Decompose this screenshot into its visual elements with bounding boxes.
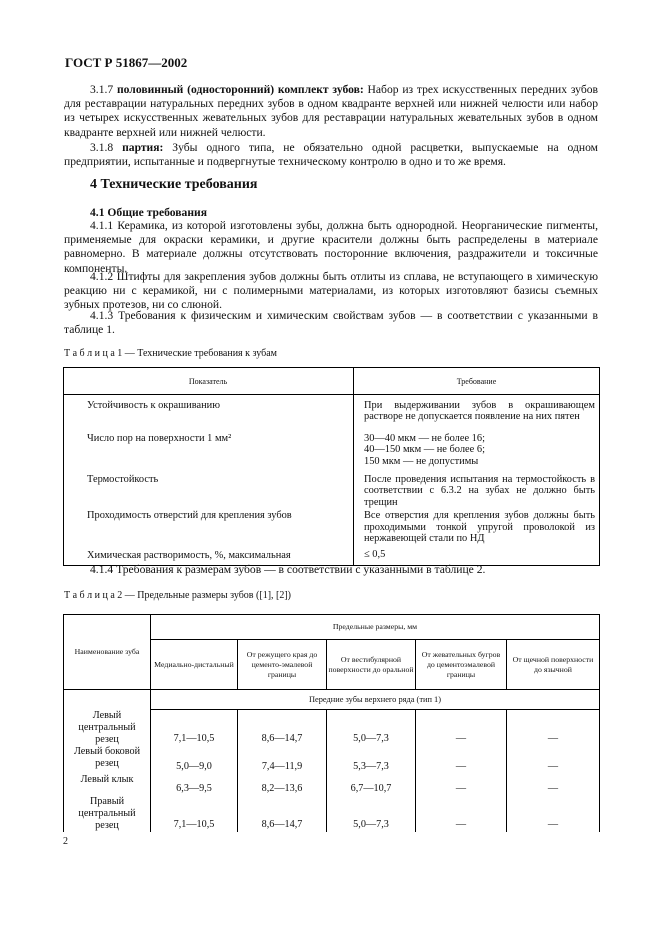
clause-number: 3.1.8 [90,141,123,154]
subsection-heading-4-1: 4.1 Общие требования [90,206,207,219]
table-cell: 8,6—14,7 [238,710,327,746]
definition: Зубы одного типа, не обязательно одной расцветки, выпускаемые на одном предприятии, испытанные и подвергнутые техническому контролю в одно и то же время. [64,141,598,169]
table-cell [354,431,600,472]
clause-3-1-7 [64,83,598,140]
column-header: Требование [354,368,600,395]
column-group-header: Предельные размеры, мм [151,615,600,640]
table-cell: Все отверстия для крепления зубов должны быть проходимыми тонкой упругой проволокой из нержавеющей стали по НД [364,510,595,545]
term: партия: [122,141,164,154]
table-cell: Химическая растворимость, %, максимальная [64,549,354,566]
table-cell: — [416,746,507,774]
table-cell: 7,1—10,5 [151,710,238,746]
column-header: Медиально-дистальный [151,640,238,690]
table-1-caption: Т а б л и ц а 1 — Технические требования к зубам [64,348,277,359]
column-header: Наименование зуба [64,615,151,690]
table-cell: После проведения испытания на термостойкость в соответствии с 6.3.2 на зубах не должно быть трещин [364,474,595,508]
pore-limit: 40—150 мкм — не более 6; [364,444,485,456]
clause-4-1-4: 4.1.4 Требования к размерам зубов — в соответствии с указанными в таблице 2. [90,563,486,576]
table-cell: — [507,710,600,746]
tooth-name: Левый центральный резец [64,710,151,746]
section-row: Передние зубы верхнего ряда (тип 1) [151,690,600,710]
table-cell: Число пор на поверхности 1 мм² [64,431,354,472]
column-header: От режущего края до цементо-эмалевой границы [238,640,327,690]
clause-4-1-2: 4.1.2 Штифты для закрепления зубов должны быть отлиты из сплава, не вступающего в химическую реакцию ни с керамикой, ни с полимерными материалами, из которых изготовляют базисы съемных зубных протезов, ни со слюной. [64,270,598,312]
table-cell: 8,2—13,6 [238,774,327,796]
page-number: 2 [63,836,68,847]
table-cell: 5,3—7,3 [327,746,416,774]
table-cell: 6,7—10,7 [327,774,416,796]
table-cell: Термостойкость [64,472,354,508]
term: половинный (односторонний) комплект зубов: [116,83,364,96]
clause-4-1-1: 4.1.1 Керамика, из которой изготовлены зубы, должна быть однородной. Неорганические пигменты, применяемые для окраски керамики, и другие красители должны быть распределены в материале равномерно. В материале должны отсутствовать посторонние включения, раздражители и токсичные компоненты. [64,219,598,275]
table-cell: 7,1—10,5 [151,796,238,832]
tooth-name: Правый центральный резец [64,796,151,832]
table-cell: — [416,710,507,746]
table-1 [63,367,600,566]
table-cell: — [507,746,600,774]
column-header: От жевательных бугров до цементоэмалевой границы [416,640,507,690]
table-cell: — [507,774,600,796]
column-header: От вестибулярной поверхности до оральной [327,640,416,690]
clause-4-1-3: 4.1.3 Требования к физическим и химическим свойствам зубов — в соответствии с указанными в таблице 1. [64,309,598,337]
table-cell: ≤ 0,5 [364,549,386,561]
table-cell: 5,0—7,3 [327,710,416,746]
section-heading-4: 4 Технические требования [90,177,258,192]
table-cell: 7,4—11,9 [238,746,327,774]
table-cell: 6,3—9,5 [151,774,238,796]
column-header: От щечной поверхности до язычной [507,640,600,690]
clause-number: 3.1.7 [90,83,117,96]
table-cell: — [416,774,507,796]
column-header: Показатель [64,368,354,395]
clause-3-1-8 [64,141,598,169]
table-2-caption: Т а б л и ц а 2 — Предельные размеры зубов ([1], [2]) [64,590,292,601]
tooth-name: Левый клык [64,774,151,796]
table-cell: Проходимость отверстий для крепления зубов [64,508,354,549]
table-cell: — [507,796,600,832]
definition: Набор из трех искусственных передних зубов для реставрации натуральных передних зубов в одном квадранте верхней или нижней челюсти или набор из четырех искусственных жевательных зубов для реставрации натуральных жевательных зубов в одном квадранте верхней или нижней челюсти. [64,83,598,139]
pore-limit: 150 мкм — не допустимы [364,455,479,467]
pore-limit: 30—40 мкм — не более 16; [364,433,485,444]
document-header: ГОСТ Р 51867—2002 [65,55,188,70]
table-cell: 5,0—9,0 [151,746,238,774]
table-2 [63,614,600,832]
table-cell [64,690,151,710]
table-cell: 5,0—7,3 [327,796,416,832]
table-cell: При выдерживании зубов в окрашивающем растворе не допускается появление на них пятен [364,400,595,423]
table-cell: 8,6—14,7 [238,796,327,832]
table-cell: Устойчивость к окрашиванию [64,395,354,432]
tooth-name: Левый боковой резец [64,746,151,774]
table-cell: — [416,796,507,832]
